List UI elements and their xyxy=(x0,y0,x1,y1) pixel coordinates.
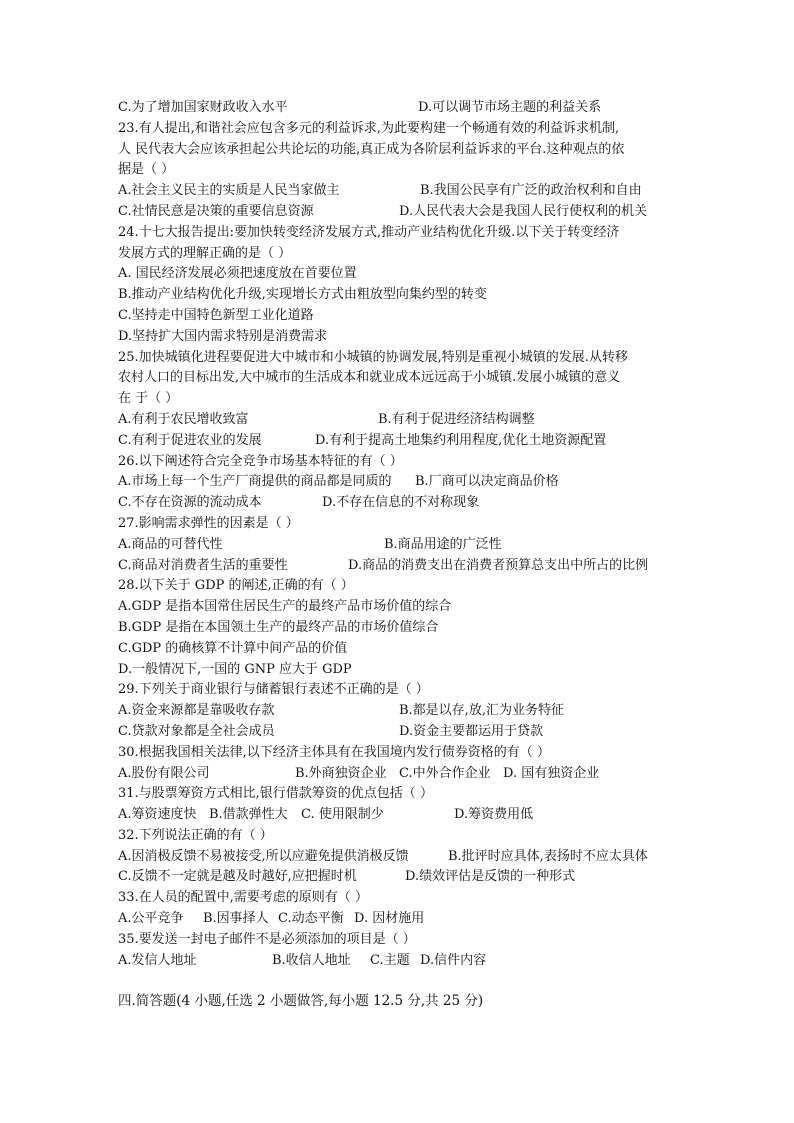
option-d: D.有利于提高土地集约利用程度,优化土地资源配置 xyxy=(315,432,607,448)
option-d: D.绩效评估是反馈的一种形式 xyxy=(405,869,576,885)
option-b: B.外商独资企业 xyxy=(295,765,387,781)
option-a: A.发信人地址 xyxy=(118,952,197,968)
option-row xyxy=(118,805,678,826)
option-b: B.批评时应具体,表扬时不应太具体 xyxy=(448,848,648,864)
option-d: D.商品的消费支出在消费者预算总支出中所占的比例 xyxy=(348,557,649,573)
option-a: A.有利于农民增收致富 xyxy=(118,411,249,427)
section-heading: 四.简答题(4 小题,任选 2 小题做答,每小题 12.5 分,共 25 分) xyxy=(118,993,484,1010)
question-24-stem-cont: 发展方式的理解正确的是（ ） xyxy=(118,245,292,261)
option-a: A. 国民经济发展必须把速度放在首要位置 xyxy=(118,266,357,282)
option-b: B.借款弹性大 xyxy=(209,807,288,823)
option-c: C.动态平衡 xyxy=(278,911,344,927)
question-23-stem: 23.有人提出,和谐社会应包含多元的利益诉求,为此要构建一个畅通有效的利益诉求机制, xyxy=(118,120,620,136)
option-row xyxy=(118,847,678,868)
option-d: D.坚持扩大国内需求特别是消费需求 xyxy=(118,328,328,344)
question-31-stem: 31.与股票筹资方式相比,银行借款筹资的优点包括（ ） xyxy=(118,786,433,802)
option-c: C.中外合作企业 xyxy=(399,765,491,781)
option-a: A.资金来源都是靠吸收存款 xyxy=(118,703,275,719)
exam-content xyxy=(118,98,678,1012)
option-a: A.市场上每一个生产厂商提供的商品都是同质的 xyxy=(118,474,392,490)
question-25-stem: 25.加快城镇化进程要促进大中城市和小城镇的协调发展,特别是重视小城镇的发展.从转移 xyxy=(118,349,628,365)
option-c: C.GDP 的确核算不计算中间产品的价值 xyxy=(118,640,348,656)
option-b: B.厂商可以决定商品价格 xyxy=(415,474,559,490)
option-row xyxy=(118,722,678,743)
option-c: C.为了增加国家财政收入水平 xyxy=(118,100,288,115)
option-row xyxy=(118,431,678,452)
option-c: C.贷款对象都是全社会成员 xyxy=(118,723,275,739)
option-row xyxy=(118,472,678,493)
option-d: D.信件内容 xyxy=(420,952,487,968)
option-a: A.公平竞争 xyxy=(118,911,184,927)
option-d: D. 国有独资企业 xyxy=(503,765,600,781)
option-c: C.反馈不一定就是越及时越好,应把握时机 xyxy=(118,869,357,885)
option-a: A.GDP 是指本国常住居民生产的最终产品市场价值的综合 xyxy=(118,599,452,615)
option-d: D. 因材施用 xyxy=(354,911,425,927)
option-b: B.因事择人 xyxy=(203,911,269,927)
question-26-stem: 26.以下阐述符合完全竞争市场基本特征的有（ ） xyxy=(118,453,403,469)
option-b: B.我国公民享有广泛的政治权利和自由 xyxy=(420,183,642,199)
question-23-stem-end: 据是（ ） xyxy=(118,162,175,178)
option-b: B.有利于促进经济结构调整 xyxy=(378,411,535,427)
option-row xyxy=(118,410,678,431)
option-b: B.GDP 是指在本国领土生产的最终产品的市场价值综合 xyxy=(118,619,439,635)
option-c: C.不存在资源的流动成本 xyxy=(118,495,262,511)
option-c: C.商品对消费者生活的重要性 xyxy=(118,557,288,573)
option-row xyxy=(118,867,678,888)
question-25-stem-cont: 农村人口的目标出发,大中城市的生活成本和就业成本远远高于小城镇.发展小城镇的意义 xyxy=(118,370,621,386)
option-row xyxy=(118,701,678,722)
question-30-stem: 30.根据我国相关法律,以下经济主体具有在我国境内发行债券资格的有（ ） xyxy=(118,744,550,760)
option-b: B.推动产业结构优化升级,实现增长方式由粗放型向集约型的转变 xyxy=(118,287,487,303)
option-row xyxy=(118,181,678,202)
option-d: D.筹资费用低 xyxy=(454,807,534,823)
question-33-stem: 33.在人员的配置中,需要考虑的原则有（ ） xyxy=(118,890,368,906)
option-b: B.都是以存,放,汇为业务特征 xyxy=(399,703,564,719)
question-32-stem: 32.下列说法正确的有（ ） xyxy=(118,827,273,843)
option-b: B.收信人地址 xyxy=(272,952,351,968)
option-row xyxy=(118,951,678,972)
option-d: D.人民代表大会是我国人民行使权利的机关 xyxy=(399,203,648,219)
section-gap xyxy=(118,971,678,991)
option-a: A.社会主义民主的实质是人民当家做主 xyxy=(118,183,340,199)
option-row xyxy=(118,909,678,930)
question-27-stem: 27.影响需求弹性的因素是（ ） xyxy=(118,515,299,531)
option-row xyxy=(118,556,678,577)
option-d: D.可以调节市场主题的利益关系 xyxy=(418,100,602,115)
option-c: C.主题 xyxy=(370,952,410,968)
option-row xyxy=(118,535,678,556)
option-b: B.商品用途的广泛性 xyxy=(384,536,502,552)
option-c: C. 使用限制少 xyxy=(301,807,384,823)
option-row xyxy=(118,493,678,514)
option-d: D.不存在信息的不对称现象 xyxy=(322,495,480,511)
question-29-stem: 29.下列关于商业银行与储蓄银行表述不正确的是（ ） xyxy=(118,682,429,698)
question-24-stem: 24.十七大报告提出:要加快转变经济发展方式,推动产业结构优化升级.以下关于转变经济 xyxy=(118,224,620,240)
option-row xyxy=(118,202,678,223)
option-a: A.股份有限公司 xyxy=(118,765,210,781)
option-c: C.有利于促进农业的发展 xyxy=(118,432,262,448)
option-row xyxy=(118,764,678,785)
question-23-stem-cont: 人 民代表大会应该承担起公共论坛的功能,真正成为各阶层利益诉求的平台.这种观点的依 xyxy=(118,141,625,157)
option-a: A.筹资速度快 xyxy=(118,807,197,823)
option-c: C.坚持走中国特色新型工业化道路 xyxy=(118,307,314,323)
option-d: D.一般情况下,一国的 GNP 应大于 GDP xyxy=(118,661,352,677)
option-row xyxy=(118,98,678,119)
option-a: A.商品的可替代性 xyxy=(118,536,223,552)
question-35-stem: 35.要发送一封电子邮件不是必须添加的项目是（ ） xyxy=(118,931,416,947)
option-c: C.社情民意是决策的重要信息资源 xyxy=(118,203,314,219)
option-a: A.因消极反馈不易被接受,所以应避免提供消极反馈 xyxy=(118,848,409,864)
question-28-stem: 28.以下关于 GDP 的阐述,正确的有（ ） xyxy=(118,578,354,594)
question-25-stem-end: 在 于（ ） xyxy=(118,391,179,407)
option-d: D.资金主要都运用于贷款 xyxy=(399,723,544,739)
